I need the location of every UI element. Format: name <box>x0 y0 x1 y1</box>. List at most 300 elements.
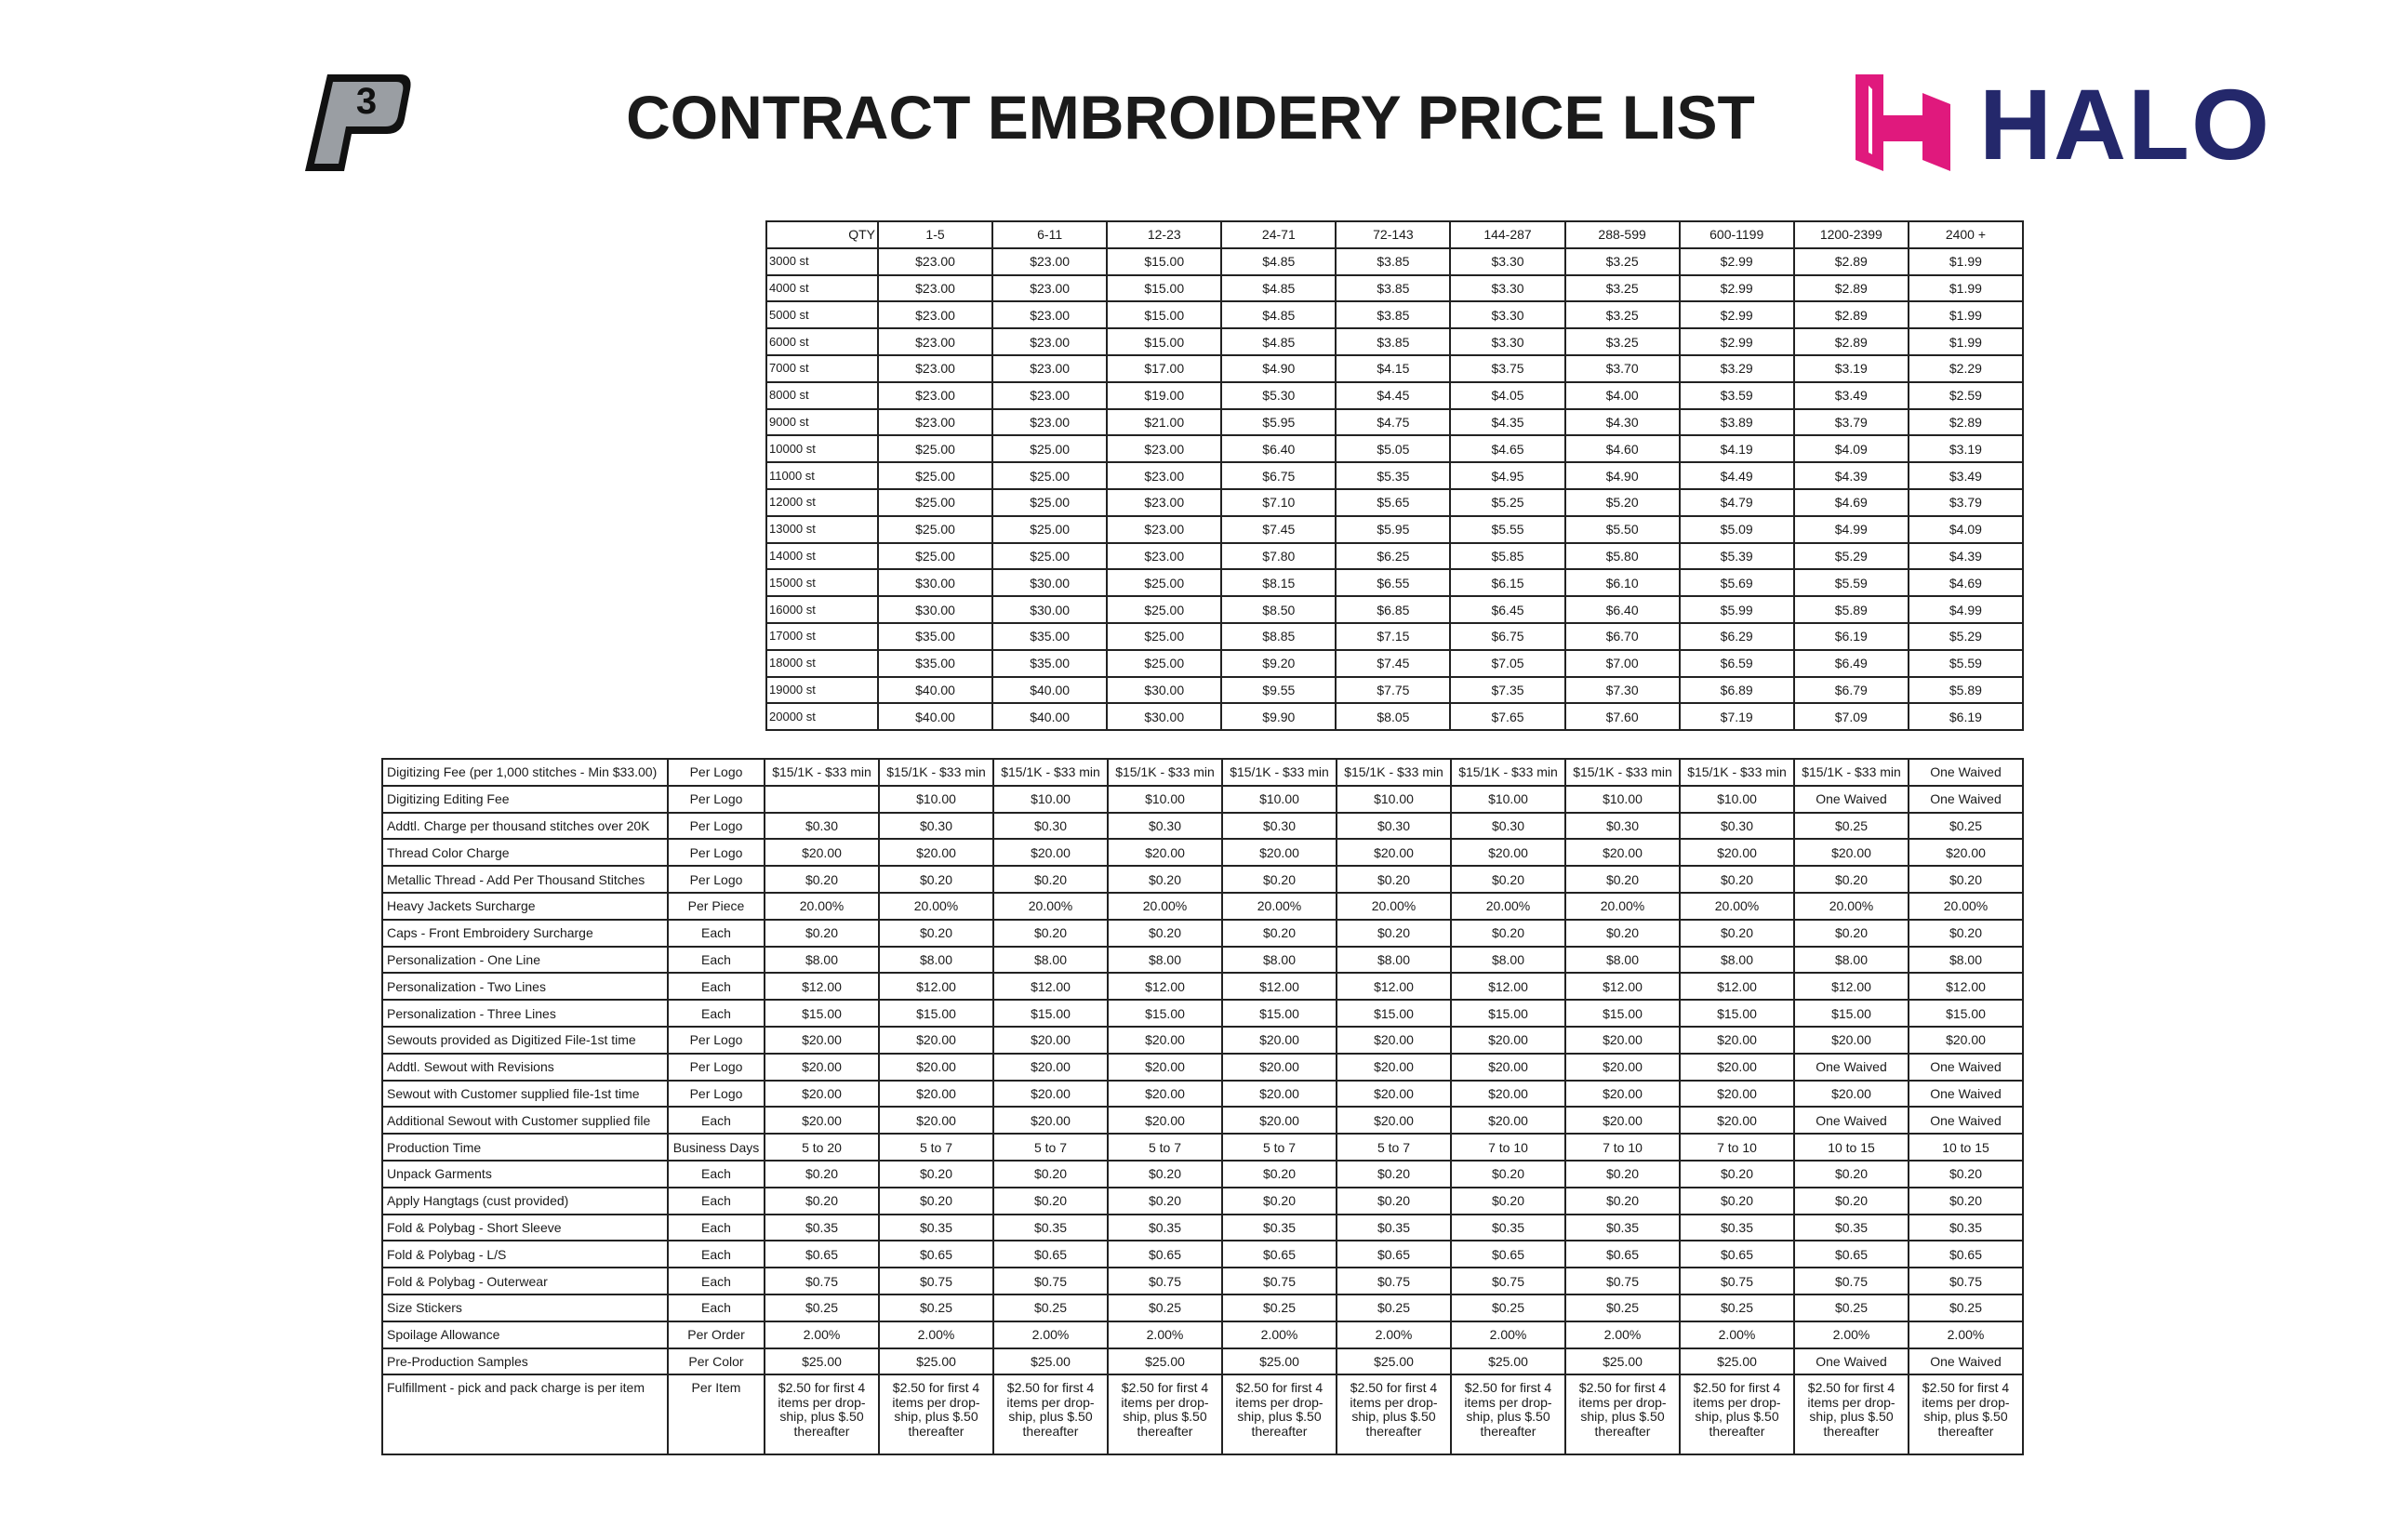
fee-row <box>382 973 2023 1000</box>
fee-value-cell: $0.65 <box>1451 1241 1565 1268</box>
fee-value-cell: One Waived <box>1909 759 2023 786</box>
stitch-count-label: 17000 st <box>766 623 878 650</box>
stitch-row <box>766 328 2023 355</box>
fee-value-cell: $20.00 <box>1108 1054 1222 1081</box>
fee-unit: Each <box>668 973 765 1000</box>
fee-value-cell: $8.00 <box>1108 947 1222 974</box>
fee-value-cell: $20.00 <box>1680 1054 1794 1081</box>
qty-range-header: 1200-2399 <box>1794 221 1909 248</box>
fee-value-cell: 5 to 7 <box>1108 1134 1222 1161</box>
fee-value-cell: $20.00 <box>1794 839 1909 866</box>
fee-label: Unpack Garments <box>382 1161 668 1188</box>
stitch-price-cell: $3.30 <box>1450 328 1564 355</box>
qty-range-header: 72-143 <box>1336 221 1450 248</box>
fee-value-cell: $0.75 <box>1451 1268 1565 1294</box>
fee-value-cell: $20.00 <box>1222 1107 1337 1134</box>
fee-value-cell: One Waived <box>1909 1348 2023 1375</box>
fee-value-cell: $20.00 <box>1565 1081 1680 1108</box>
fee-value-cell: $8.00 <box>765 947 879 974</box>
stitch-price-cell: $23.00 <box>992 355 1107 382</box>
fee-value-cell: $20.00 <box>879 839 993 866</box>
fee-value-cell: $15/1K - $33 min <box>1565 759 1680 786</box>
fee-value-cell: $2.50 for first 4 items per drop-ship, plus $.50 thereafter <box>879 1374 993 1454</box>
stitch-price-cell: $8.85 <box>1221 623 1336 650</box>
fee-value-cell: $0.20 <box>1337 1161 1451 1188</box>
fee-value-cell: $0.75 <box>1337 1268 1451 1294</box>
stitch-price-cell: $7.09 <box>1794 703 1909 730</box>
fee-value-cell: $20.00 <box>765 1027 879 1054</box>
stitch-price-cell: $2.89 <box>1794 248 1909 275</box>
stitch-price-cell: $25.00 <box>992 489 1107 516</box>
fee-value-cell: $20.00 <box>1337 1081 1451 1108</box>
fee-value-cell: $25.00 <box>1451 1348 1565 1375</box>
stitch-price-cell: $5.30 <box>1221 382 1336 409</box>
fee-value-cell: One Waived <box>1794 1348 1909 1375</box>
stitch-row <box>766 516 2023 543</box>
stitch-row <box>766 301 2023 328</box>
fee-value-cell: $12.00 <box>1680 973 1794 1000</box>
fee-value-cell: $20.00 <box>1680 1107 1794 1134</box>
svg-text:3: 3 <box>355 81 378 122</box>
fee-value-cell: $20.00 <box>1565 1027 1680 1054</box>
stitch-price-cell: $4.79 <box>1680 489 1794 516</box>
stitch-price-cell: $2.89 <box>1909 409 2023 436</box>
fee-value-cell: 20.00% <box>1794 893 1909 920</box>
stitch-price-cell: $7.30 <box>1565 677 1680 704</box>
fee-value-cell: $15.00 <box>1680 1000 1794 1027</box>
stitch-price-cell: $23.00 <box>992 275 1107 302</box>
fee-value-cell: 5 to 7 <box>1337 1134 1451 1161</box>
stitch-price-cell: $2.99 <box>1680 301 1794 328</box>
fee-value-cell: $20.00 <box>1108 839 1222 866</box>
fee-value-cell: $15/1K - $33 min <box>765 759 879 786</box>
fee-value-cell: $0.30 <box>1565 813 1680 840</box>
fee-value-cell: $15.00 <box>1565 1000 1680 1027</box>
stitch-price-cell: $25.00 <box>992 516 1107 543</box>
stitch-count-label: 19000 st <box>766 677 878 704</box>
fee-value-cell: $20.00 <box>1451 1107 1565 1134</box>
fee-row <box>382 759 2023 786</box>
fee-value-cell: $20.00 <box>1680 839 1794 866</box>
fee-value-cell: $0.20 <box>1909 1161 2023 1188</box>
stitch-price-cell: $2.99 <box>1680 328 1794 355</box>
stitch-price-cell: $8.05 <box>1336 703 1450 730</box>
fee-label: Size Stickers <box>382 1294 668 1321</box>
stitch-price-cell: $4.05 <box>1450 382 1564 409</box>
stitch-row <box>766 677 2023 704</box>
fee-value-cell: $15.00 <box>1108 1000 1222 1027</box>
stitch-price-cell: $15.00 <box>1107 248 1221 275</box>
fee-value-cell: $0.75 <box>1222 1268 1337 1294</box>
stitch-count-label: 12000 st <box>766 489 878 516</box>
fee-value-cell: One Waived <box>1794 1054 1909 1081</box>
fee-unit: Per Order <box>668 1321 765 1348</box>
fee-unit: Per Logo <box>668 1027 765 1054</box>
stitch-price-cell: $7.65 <box>1450 703 1564 730</box>
stitch-price-cell: $5.09 <box>1680 516 1794 543</box>
fee-value-cell: One Waived <box>1794 1107 1909 1134</box>
stitch-price-cell: $6.49 <box>1794 650 1909 677</box>
stitch-price-cell: $6.79 <box>1794 677 1909 704</box>
stitch-price-cell: $2.99 <box>1680 248 1794 275</box>
qty-header-label: QTY <box>766 221 878 248</box>
stitch-price-cell: $7.19 <box>1680 703 1794 730</box>
stitch-count-label: 14000 st <box>766 543 878 570</box>
fee-value-cell: $20.00 <box>879 1107 993 1134</box>
fee-value-cell: $15/1K - $33 min <box>1108 759 1222 786</box>
fee-value-cell: $0.20 <box>1680 866 1794 893</box>
fee-value-cell: $20.00 <box>1337 1027 1451 1054</box>
stitch-count-label: 16000 st <box>766 596 878 623</box>
fee-value-cell: $2.50 for first 4 items per drop-ship, plus $.50 thereafter <box>1909 1374 2023 1454</box>
stitch-price-cell: $23.00 <box>1107 516 1221 543</box>
fee-value-cell: $0.75 <box>1108 1268 1222 1294</box>
stitch-price-cell: $40.00 <box>992 703 1107 730</box>
fee-row <box>382 1348 2023 1375</box>
fee-row <box>382 813 2023 840</box>
fee-value-cell: 20.00% <box>993 893 1108 920</box>
stitch-price-cell: $7.35 <box>1450 677 1564 704</box>
stitch-price-cell: $1.99 <box>1909 248 2023 275</box>
fee-value-cell: $15/1K - $33 min <box>1222 759 1337 786</box>
stitch-price-cell: $2.89 <box>1794 301 1909 328</box>
fee-value-cell: $0.75 <box>879 1268 993 1294</box>
stitch-price-cell: $3.19 <box>1794 355 1909 382</box>
fee-value-cell: $0.75 <box>993 1268 1108 1294</box>
stitch-price-cell: $7.15 <box>1336 623 1450 650</box>
fee-value-cell: $20.00 <box>993 1027 1108 1054</box>
fee-value-cell: $12.00 <box>1565 973 1680 1000</box>
fee-value-cell: $2.50 for first 4 items per drop-ship, plus $.50 thereafter <box>1794 1374 1909 1454</box>
fee-row <box>382 947 2023 974</box>
stitch-row <box>766 435 2023 462</box>
stitch-count-label: 9000 st <box>766 409 878 436</box>
fee-label: Heavy Jackets Surcharge <box>382 893 668 920</box>
stitch-price-cell: $25.00 <box>992 462 1107 489</box>
stitch-price-cell: $23.00 <box>878 409 992 436</box>
stitch-price-cell: $5.50 <box>1565 516 1680 543</box>
fee-value-cell: $0.20 <box>1680 920 1794 947</box>
stitch-price-cell: $19.00 <box>1107 382 1221 409</box>
stitch-price-cell: $3.75 <box>1450 355 1564 382</box>
fee-value-cell: $0.20 <box>1451 920 1565 947</box>
fee-value-cell: $12.00 <box>1794 973 1909 1000</box>
stitch-price-cell: $4.69 <box>1909 569 2023 596</box>
stitch-price-cell: $4.39 <box>1794 462 1909 489</box>
fee-label: Fold & Polybag - Short Sleeve <box>382 1215 668 1241</box>
fee-value-cell: $20.00 <box>1337 839 1451 866</box>
qty-range-header: 24-71 <box>1221 221 1336 248</box>
stitch-price-cell: $2.89 <box>1794 328 1909 355</box>
fee-value-cell: $25.00 <box>993 1348 1108 1375</box>
fee-row <box>382 1321 2023 1348</box>
fee-row <box>382 1134 2023 1161</box>
stitch-price-cell: $3.25 <box>1565 248 1680 275</box>
fee-value-cell: $20.00 <box>1565 839 1680 866</box>
stitch-price-cell: $6.70 <box>1565 623 1680 650</box>
stitch-price-cell: $3.79 <box>1909 489 2023 516</box>
stitch-price-cell: $7.75 <box>1336 677 1450 704</box>
stitch-price-cell: $4.39 <box>1909 543 2023 570</box>
fee-value-cell: 20.00% <box>1909 893 2023 920</box>
stitch-price-cell: $5.29 <box>1794 543 1909 570</box>
fee-value-cell: $0.20 <box>1222 1161 1337 1188</box>
fee-row <box>382 1188 2023 1215</box>
fee-value-cell: $0.20 <box>1451 1161 1565 1188</box>
fee-value-cell: $20.00 <box>1108 1107 1222 1134</box>
fee-value-cell: $0.20 <box>1222 1188 1337 1215</box>
fee-value-cell: $25.00 <box>879 1348 993 1375</box>
fee-value-cell: $15.00 <box>1451 1000 1565 1027</box>
fee-value-cell: 7 to 10 <box>1451 1134 1565 1161</box>
stitch-price-cell: $5.39 <box>1680 543 1794 570</box>
fee-value-cell: 20.00% <box>1680 893 1794 920</box>
fee-value-cell: $0.25 <box>1794 813 1909 840</box>
stitch-price-cell: $23.00 <box>878 328 992 355</box>
fee-value-cell: $0.65 <box>1565 1241 1680 1268</box>
fee-value-cell: $0.20 <box>1909 920 2023 947</box>
fee-value-cell: $20.00 <box>1337 1107 1451 1134</box>
fee-value-cell: $15.00 <box>765 1000 879 1027</box>
fee-value-cell: $0.20 <box>1337 866 1451 893</box>
stitch-price-cell: $9.20 <box>1221 650 1336 677</box>
stitch-price-cell: $5.55 <box>1450 516 1564 543</box>
fee-value-cell: $0.30 <box>765 813 879 840</box>
stitch-price-cell: $3.49 <box>1794 382 1909 409</box>
stitch-price-cell: $35.00 <box>992 650 1107 677</box>
halo-logo-text: HALO <box>1979 68 2271 180</box>
fee-value-cell: 2.00% <box>1794 1321 1909 1348</box>
stitch-price-cell: $7.45 <box>1221 516 1336 543</box>
fee-label: Personalization - Two Lines <box>382 973 668 1000</box>
stitch-price-cell: $6.29 <box>1680 623 1794 650</box>
fee-value-cell: $0.30 <box>993 813 1108 840</box>
fee-value-cell: $0.20 <box>1222 866 1337 893</box>
stitch-price-cell: $5.35 <box>1336 462 1450 489</box>
stitch-price-cell: $30.00 <box>878 569 992 596</box>
fee-value-cell: $20.00 <box>765 1107 879 1134</box>
fee-value-cell: $8.00 <box>1680 947 1794 974</box>
fee-value-cell: $0.35 <box>1108 1215 1222 1241</box>
fee-value-cell: $25.00 <box>1680 1348 1794 1375</box>
fee-value-cell: $0.20 <box>879 866 993 893</box>
stitch-price-cell: $25.00 <box>992 543 1107 570</box>
fee-value-cell: 10 to 15 <box>1794 1134 1909 1161</box>
fee-value-cell: $2.50 for first 4 items per drop-ship, plus $.50 thereafter <box>1451 1374 1565 1454</box>
fee-label: Thread Color Charge <box>382 839 668 866</box>
qty-range-header: 288-599 <box>1565 221 1680 248</box>
stitch-price-cell: $9.90 <box>1221 703 1336 730</box>
stitch-price-cell: $5.99 <box>1680 596 1794 623</box>
fee-value-cell: $0.30 <box>1451 813 1565 840</box>
fee-value-cell: $0.20 <box>1108 920 1222 947</box>
stitch-price-cell: $15.00 <box>1107 275 1221 302</box>
fee-row <box>382 866 2023 893</box>
stitch-price-cell: $5.65 <box>1336 489 1450 516</box>
fee-value-cell: $0.20 <box>1451 1188 1565 1215</box>
fee-value-cell: $0.75 <box>1565 1268 1680 1294</box>
fee-value-cell: $0.30 <box>879 813 993 840</box>
stitch-price-cell: $6.85 <box>1336 596 1450 623</box>
stitch-price-cell: $23.00 <box>1107 462 1221 489</box>
fee-value-cell: $0.20 <box>1565 866 1680 893</box>
stitch-price-cell: $4.85 <box>1221 275 1336 302</box>
fee-value-cell: 2.00% <box>879 1321 993 1348</box>
fee-value-cell: $12.00 <box>993 973 1108 1000</box>
stitch-price-cell: $15.00 <box>1107 328 1221 355</box>
fee-value-cell: $8.00 <box>1337 947 1451 974</box>
stitch-price-cell: $2.59 <box>1909 382 2023 409</box>
stitch-price-cell: $40.00 <box>992 677 1107 704</box>
fee-row <box>382 1081 2023 1108</box>
fee-value-cell: $20.00 <box>1794 1027 1909 1054</box>
stitch-row <box>766 409 2023 436</box>
stitch-count-label: 6000 st <box>766 328 878 355</box>
fee-value-cell: $25.00 <box>765 1348 879 1375</box>
fee-value-cell: $8.00 <box>1794 947 1909 974</box>
fee-value-cell: $20.00 <box>993 839 1108 866</box>
stitch-price-cell: $4.90 <box>1565 462 1680 489</box>
fee-value-cell: $0.35 <box>1222 1215 1337 1241</box>
fee-label: Fold & Polybag - L/S <box>382 1241 668 1268</box>
fee-label: Digitizing Editing Fee <box>382 786 668 813</box>
stitch-count-label: 3000 st <box>766 248 878 275</box>
fee-value-cell: $20.00 <box>1451 1081 1565 1108</box>
fee-value-cell: $0.35 <box>1680 1215 1794 1241</box>
fee-value-cell: $2.50 for first 4 items per drop-ship, plus $.50 thereafter <box>1680 1374 1794 1454</box>
fee-value-cell: $20.00 <box>1909 839 2023 866</box>
fee-value-cell: $0.25 <box>1337 1294 1451 1321</box>
stitch-price-cell: $4.85 <box>1221 301 1336 328</box>
stitch-price-cell: $3.70 <box>1565 355 1680 382</box>
stitch-price-cell: $6.25 <box>1336 543 1450 570</box>
stitch-price-cell: $23.00 <box>1107 543 1221 570</box>
fee-unit: Each <box>668 1215 765 1241</box>
fee-value-cell: $0.20 <box>993 920 1108 947</box>
fee-value-cell: $0.20 <box>993 866 1108 893</box>
fee-value-cell: $0.20 <box>1680 1188 1794 1215</box>
fee-value-cell: $0.20 <box>765 920 879 947</box>
stitch-price-cell: $25.00 <box>878 543 992 570</box>
fee-value-cell: $0.75 <box>1680 1268 1794 1294</box>
fee-value-cell: $0.30 <box>1108 813 1222 840</box>
stitch-price-cell: $7.05 <box>1450 650 1564 677</box>
stitch-price-cell: $23.00 <box>992 382 1107 409</box>
fee-value-cell: $0.65 <box>1337 1241 1451 1268</box>
fee-value-cell: $25.00 <box>1108 1348 1222 1375</box>
fee-row <box>382 1241 2023 1268</box>
stitch-price-cell: $4.19 <box>1680 435 1794 462</box>
stitch-price-cell: $4.99 <box>1794 516 1909 543</box>
fee-unit: Each <box>668 1268 765 1294</box>
fee-value-cell: $0.20 <box>1565 920 1680 947</box>
fee-value-cell: $0.25 <box>879 1294 993 1321</box>
fee-value-cell: $20.00 <box>1222 1027 1337 1054</box>
fee-value-cell: $0.75 <box>765 1268 879 1294</box>
stitch-price-cell: $4.85 <box>1221 248 1336 275</box>
stitch-price-cell: $3.30 <box>1450 301 1564 328</box>
fee-value-cell: $20.00 <box>1794 1081 1909 1108</box>
stitch-price-cell: $3.19 <box>1909 435 2023 462</box>
stitch-price-cell: $3.85 <box>1336 275 1450 302</box>
fee-value-cell: $10.00 <box>1451 786 1565 813</box>
stitch-row <box>766 569 2023 596</box>
page-title: CONTRACT EMBROIDERY PRICE LIST <box>626 83 1755 152</box>
fee-value-cell: $0.65 <box>765 1241 879 1268</box>
fee-value-cell: $15/1K - $33 min <box>879 759 993 786</box>
fee-value-cell: $10.00 <box>1222 786 1337 813</box>
fee-value-cell: $15/1K - $33 min <box>993 759 1108 786</box>
stitch-price-cell: $5.29 <box>1909 623 2023 650</box>
stitch-price-cell: $30.00 <box>878 596 992 623</box>
fee-value-cell: $12.00 <box>1108 973 1222 1000</box>
fee-value-cell: One Waived <box>1909 1081 2023 1108</box>
stitch-count-label: 18000 st <box>766 650 878 677</box>
stitch-price-cell: $40.00 <box>878 677 992 704</box>
fee-value-cell: $20.00 <box>993 1054 1108 1081</box>
fee-value-cell: 2.00% <box>765 1321 879 1348</box>
fee-value-cell: 5 to 7 <box>993 1134 1108 1161</box>
fee-value-cell: $0.20 <box>1451 866 1565 893</box>
fee-value-cell: $20.00 <box>879 1081 993 1108</box>
fee-value-cell: $0.20 <box>1794 920 1909 947</box>
fee-value-cell: $8.00 <box>993 947 1108 974</box>
stitch-price-cell: $5.89 <box>1909 677 2023 704</box>
stitch-price-cell: $35.00 <box>992 623 1107 650</box>
fee-value-cell: $0.65 <box>1909 1241 2023 1268</box>
fee-value-cell: $0.20 <box>1794 1161 1909 1188</box>
fee-value-cell: $0.20 <box>1794 1188 1909 1215</box>
stitch-price-cell: $15.00 <box>1107 301 1221 328</box>
fee-value-cell: $0.20 <box>1565 1161 1680 1188</box>
fee-value-cell: $2.50 for first 4 items per drop-ship, plus $.50 thereafter <box>765 1374 879 1454</box>
fee-row <box>382 1161 2023 1188</box>
fee-value-cell: 2.00% <box>1451 1321 1565 1348</box>
stitch-price-cell: $23.00 <box>878 355 992 382</box>
fee-label: Spoilage Allowance <box>382 1321 668 1348</box>
fee-value-cell: $20.00 <box>1680 1081 1794 1108</box>
stitch-price-cell: $6.19 <box>1909 703 2023 730</box>
fee-label: Fulfillment - pick and pack charge is per item <box>382 1374 668 1454</box>
stitch-count-label: 20000 st <box>766 703 878 730</box>
fee-value-cell: 2.00% <box>1337 1321 1451 1348</box>
fee-unit: Each <box>668 1294 765 1321</box>
fee-value-cell: $15/1K - $33 min <box>1794 759 1909 786</box>
fee-value-cell: 20.00% <box>1451 893 1565 920</box>
fee-table <box>381 758 2024 1455</box>
stitch-row <box>766 623 2023 650</box>
stitch-price-cell: $21.00 <box>1107 409 1221 436</box>
fee-value-cell: 20.00% <box>879 893 993 920</box>
fee-value-cell: $0.20 <box>1108 1188 1222 1215</box>
stitch-price-cell: $3.30 <box>1450 248 1564 275</box>
fee-value-cell: $20.00 <box>1565 1054 1680 1081</box>
fee-value-cell: $20.00 <box>1337 1054 1451 1081</box>
fee-unit: Per Logo <box>668 839 765 866</box>
stitch-count-label: 13000 st <box>766 516 878 543</box>
stitch-price-cell: $6.45 <box>1450 596 1564 623</box>
fee-value-cell: 2.00% <box>993 1321 1108 1348</box>
fee-row <box>382 1054 2023 1081</box>
stitch-price-cell: $3.85 <box>1336 301 1450 328</box>
stitch-price-cell: $4.69 <box>1794 489 1909 516</box>
stitch-price-cell: $35.00 <box>878 623 992 650</box>
fee-value-cell: $2.50 for first 4 items per drop-ship, plus $.50 thereafter <box>993 1374 1108 1454</box>
fee-value-cell: $0.65 <box>1222 1241 1337 1268</box>
stitch-price-cell: $5.59 <box>1909 650 2023 677</box>
fee-value-cell: $20.00 <box>1909 1027 2023 1054</box>
fee-label: Personalization - Three Lines <box>382 1000 668 1027</box>
